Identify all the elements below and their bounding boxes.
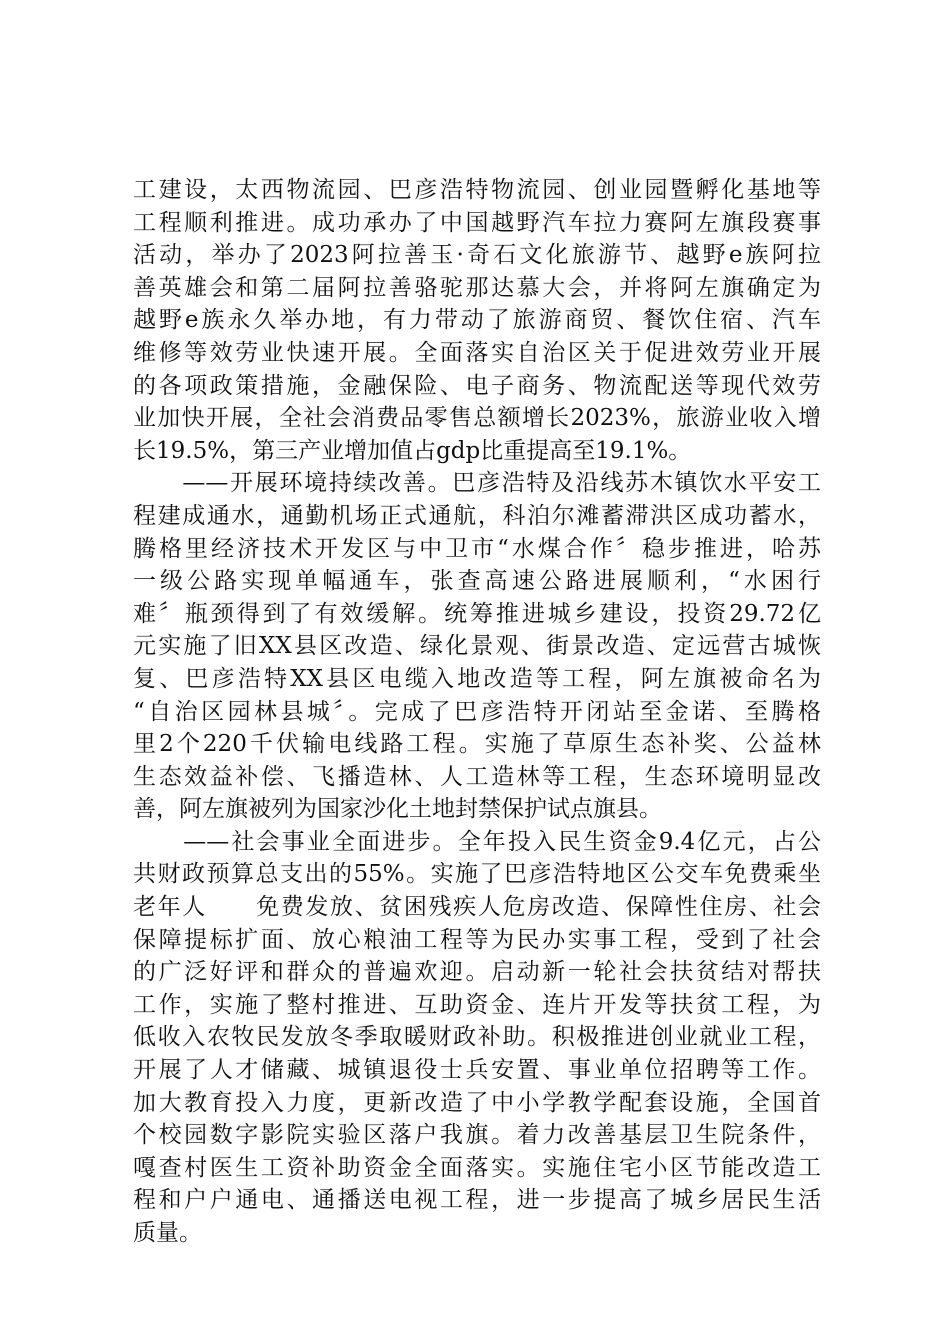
text-line: 越野e族永久举办地，有力带动了旅游商贸、餐饮住宿、汽车 [133,307,821,334]
text-line: 里2个220千伏输电线路工程。实施了草原生态补奖、公益林 [133,731,821,758]
text-line: 程建成通水，通勤机场正式通航，科泊尔滩蓄滞洪区成功蓄水， [133,502,821,529]
text-line: 元实施了旧XX县区改造、绿化景观、街景改造、定远营古城恢 [133,633,821,660]
text-line: 加大教育投入力度，更新改造了中小学教学配套设施，全国首 [133,1089,821,1116]
text-line: 腾格里经济技术开发区与中卫市“水煤合作〞稳步推进，哈苏 [133,535,821,562]
text-line: 低收入农牧民发放冬季取暖财政补助。积极推进创业就业工程， [133,1024,821,1051]
text-line: 嘎查村医生工资补助资金全面落实。实施住宅小区节能改造工 [133,1154,821,1181]
text-line: ——开展环境持续改善。巴彦浩特及沿线苏木镇饮水平安工 [133,470,821,497]
text-line: 程和户户通电、通播送电视工程，进一步提高了城乡居民生活 [133,1187,821,1214]
document-body [133,174,821,1250]
text-line: ——社会事业全面进步。全年投入民生资金9.4亿元，占公 [133,828,821,855]
text-line: 的广泛好评和群众的普遍欢迎。启动新一轮社会扶贫结对帮扶 [133,959,821,986]
text-line: 善英雄会和第二届阿拉善骆驼那达慕大会，并将阿左旗确定为 [133,274,821,301]
text-line: 个校园数字影院实验区落户我旗。着力改善基层卫生院条件， [133,1122,821,1149]
paragraph-environment [133,467,821,826]
text-line: “自治区园林县城〞。完成了巴彦浩特开闭站至金诺、至腾格 [133,698,821,725]
text-line: 保障提标扩面、放心粮油工程等为民办实事工程，受到了社会 [133,926,821,953]
paragraph-economy [133,174,821,467]
text-line: 工程顺利推进。成功承办了中国越野汽车拉力赛阿左旗段赛事 [133,209,821,236]
text-line: 开展了人才储藏、城镇退役士兵安置、事业单位招聘等工作。 [133,1057,821,1084]
text-line: 质量。 [133,1220,202,1246]
text-line: 工作，实施了整村推进、互助资金、连片开发等扶贫工程，为 [133,991,821,1018]
text-line: 工建设，太西物流园、巴彦浩特物流园、创业园暨孵化基地等 [133,177,821,203]
paragraph-social [133,826,821,1250]
text-line: 长19.5%，第三产业增加值占gdp比重提高至19.1%。 [133,437,692,464]
text-line: 生态效益补偿、飞播造林、人工造林等工程，生态环境明显改 [133,763,821,790]
text-line: 一级公路实现单幅通车，张查高速公路进展顺利，“水困行 [133,568,821,595]
text-line: 善，阿左旗被列为国家沙化土地封禁保护试点旗县。 [133,796,662,823]
text-line: 共财政预算总支出的55%。实施了巴彦浩特地区公交车免费乘坐 [133,861,821,888]
text-line: 维修等效劳业快速开展。全面落实自治区关于促进效劳业开展 [133,339,821,366]
text-line: 业加快开展，全社会消费品零售总额增长2023%，旅游业收入增 [133,405,821,432]
text-line: 老年人 免费发放、贫困残疾人危房改造、保障性住房、社会 [133,894,821,921]
text-line: 活动，举办了2023阿拉善玉·奇石文化旅游节、越野e族阿拉 [133,242,821,269]
text-line: 难〞瓶颈得到了有效缓解。统筹推进城乡建设，投资29.72亿 [133,600,821,627]
text-line: 的各项政策措施，金融保险、电子商务、物流配送等现代效劳 [133,372,821,399]
text-line: 复、巴彦浩特XX县区电缆入地改造等工程，阿左旗被命名为 [133,665,821,692]
